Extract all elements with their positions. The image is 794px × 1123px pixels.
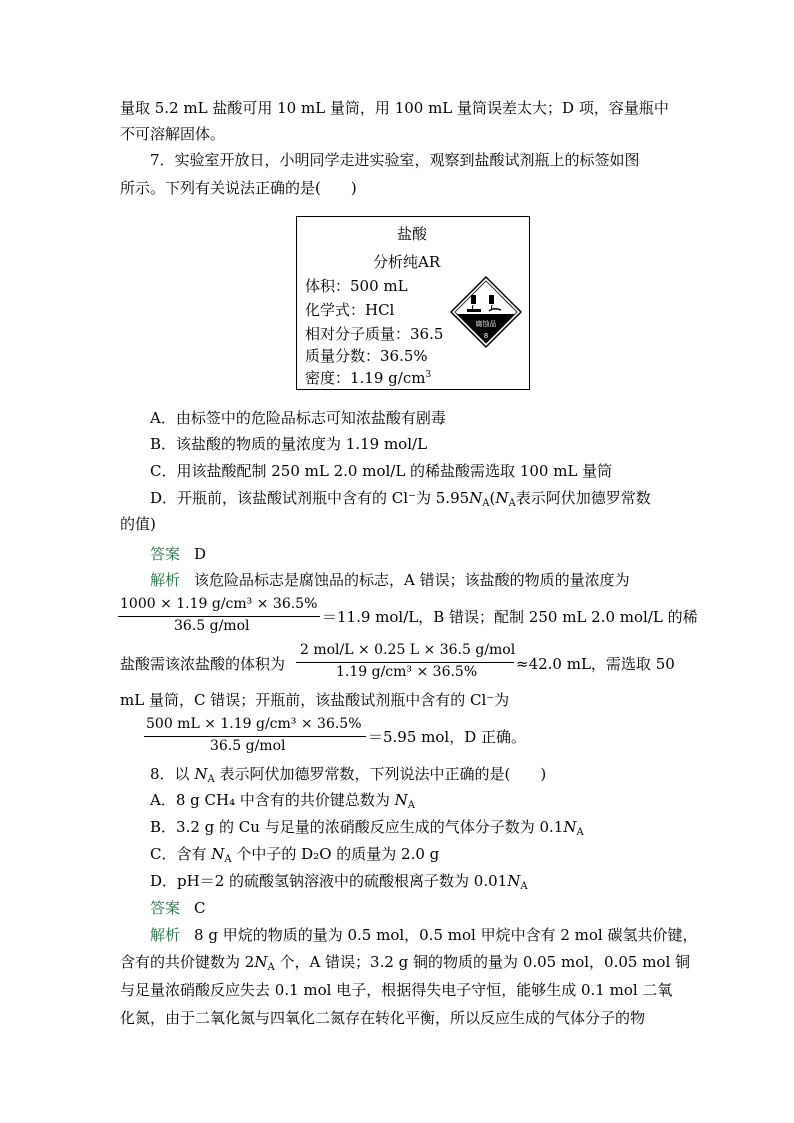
fraction-numerator: 500 mL × 1.19 g/cm³ × 36.5% [146,716,362,732]
q7-option-a: A．由标签中的危险品标志可知浓盐酸有剧毒 [150,409,446,427]
q7-analysis-line-2: ＝11.9 mol/L，B 错误；配制 250 mL 2.0 mol/L 的稀 [322,608,698,626]
continued-line-1: 量取 5.2 mL 盐酸可用 10 mL 量筒，用 100 mL 量筒误差太大；D 项，容量瓶中 [120,99,669,117]
q8-stem: 8．以 $N_A$ 表示阿伏加德罗常数，下列说法中正确的是( ) [150,765,547,785]
continued-line-2: 不可溶解固体。 [120,125,226,143]
q7-option-b: B．该盐酸的物质的量浓度为 1.19 mol/L [150,435,428,453]
fraction-denominator: 1.19 g/cm³ × 36.5% [336,664,478,680]
q8-analysis-line-1: 解析 8 g 甲烷的物质的量为 0.5 mol，0.5 mol 甲烷中含有 2 mol 碳氢共价键， [150,926,698,944]
q7-stem-line-2: 所示。下列有关说法正确的是( ) [120,179,357,197]
q8-option-c: C．含有 $N_A$ 个中子的 D₂O 的质量为 2.0 g [150,845,440,865]
fraction-denominator: 36.5 g/mol [174,618,250,634]
label-volume: 体积：500 mL [305,277,408,295]
q8-analysis-line-2: 含有的共价键数为 $2N_A$ 个，A 错误；3.2 g 铜的物质的量为 0.05 mol，0.05 mol 铜 [120,953,691,973]
q7-option-d-line-2: 的值) [120,515,156,533]
q8-analysis-line-3: 与足量浓硝酸反应失去 0.1 mol 电子，根据得失电子守恒，能够生成 0.1 mol 二氧 [120,981,673,999]
q8-answer: 答案 C [150,899,206,917]
q7-option-d-line-1: D．开瓶前，该盐酸试剂瓶中含有的 Cl⁻为 $5.95N_A(N_A$表示阿伏加德罗常数 [150,489,651,509]
q7-answer: 答案 D [150,545,207,563]
hazard-class: 8 [483,332,489,340]
reagent-label [296,216,530,390]
fraction-denominator: 36.5 g/mol [210,738,286,754]
hazard-text: 腐蚀品 [475,320,497,328]
corrosive-hazard-icon [449,275,523,349]
label-title: 盐酸 [397,225,428,243]
q7-analysis-line-1: 解析 该危险品标志是腐蚀品的标志，A 错误；该盐酸的物质的量浓度为 [150,571,630,589]
q7-analysis-line-5: ＝5.95 mol，D 正确。 [368,728,527,746]
fraction-numerator: 1000 × 1.19 g/cm³ × 36.5% [120,596,318,612]
label-formula: 化学式：HCl [305,301,395,319]
q7-option-c: C．用该盐酸配制 250 mL 2.0 mol/L 的稀盐酸需选取 100 mL 量筒 [150,462,613,480]
q7-analysis-line-3b: ≈42.0 mL，需选取 50 [516,655,675,673]
label-density: 密度：1.19 $g/cm^3$ [305,369,432,387]
label-mass-fraction: 质量分数：36.5% [305,347,428,365]
label-molar-mass: 相对分子质量：36.5 [305,325,444,343]
q7-stem-line-1: 7．实验室开放日，小明同学走进实验室，观察到盐酸试剂瓶上的标签如图 [150,151,640,169]
q8-analysis-line-4: 化氮，由于二氧化氮与四氧化二氮存在转化平衡，所以反应生成的气体分子的物 [120,1009,646,1027]
q7-analysis-line-4: mL 量筒，C 错误；开瓶前，该盐酸试剂瓶中含有的 Cl⁻为 [120,691,510,709]
fraction-numerator: 2 mol/L × 0.25 L × 36.5 g/mol [300,642,516,658]
q8-option-a: A．8 g CH₄ 中含有的共价键总数为 $N_A$ [150,791,415,811]
q8-option-d: D．pH＝2 的硫酸氢钠溶液中的硫酸根离子数为 $0.01N_A$ [150,872,528,892]
q7-analysis-line-3: 盐酸需该浓盐酸的体积为 [120,655,286,673]
q8-option-b: B．3.2 g 的 Cu 与足量的浓硝酸反应生成的气体分子数为 $0.1N_A$ [150,818,584,838]
label-grade: 分析纯AR [373,253,441,271]
